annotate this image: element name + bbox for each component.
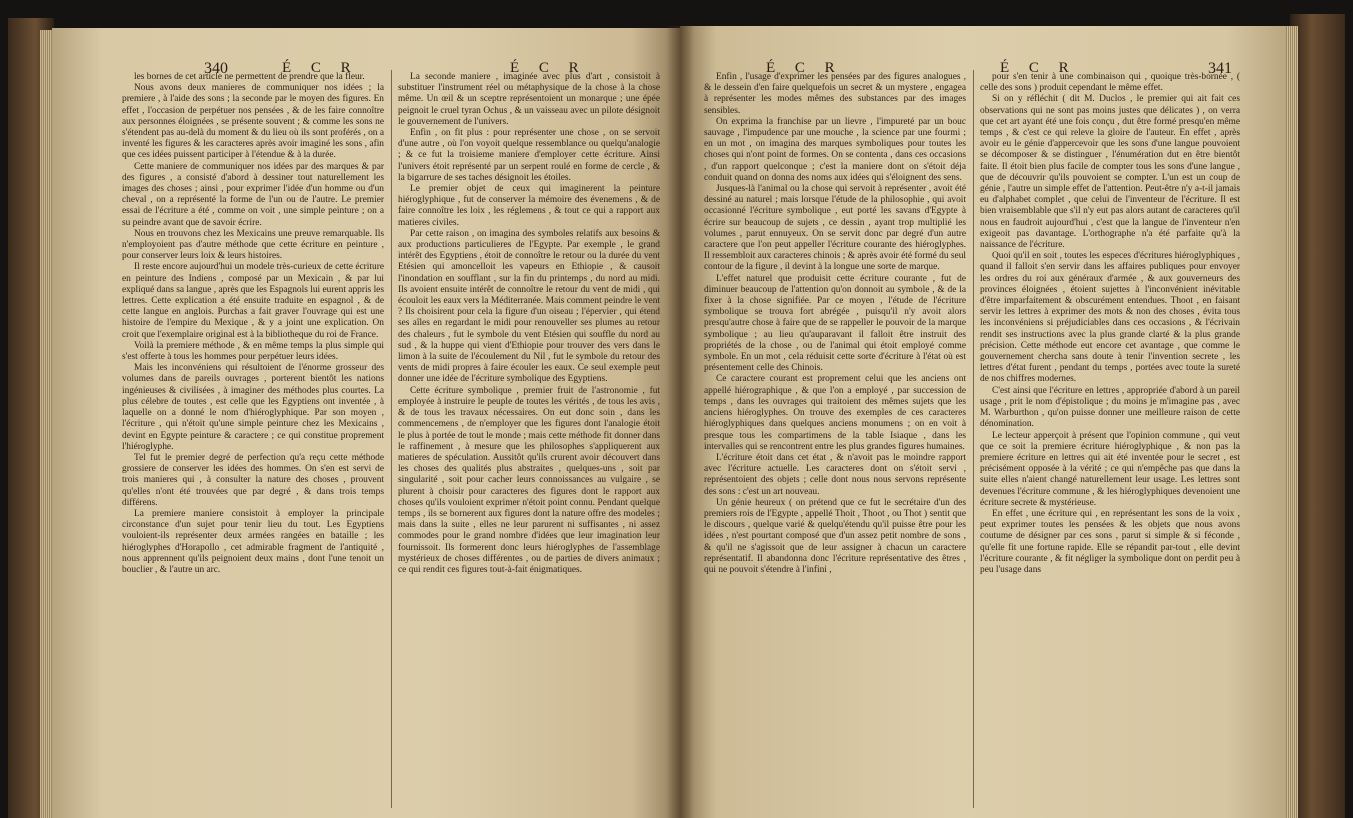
paragraph: Jusques-là l'animal ou la chose qui servoit à représenter , avoit été dessiné au naturel ; mais lorsque l'étude de la philosophie , qui avoit occasionné l'écriture symbolique , eut porté les savans d'Egypte à écrire sur beaucoup de sujets , ce dessin , ayant trop multiplié les volumes , parut ennuyeux. On se servit donc par degré d'un autre caractere que l'on peut appeller l'écriture courante des hiéroglyphes. Il ressembloit aux caracteres chinois ; & après avoir été formé du seul contour de la figure , il devint à la longue une sorte de marque. <box>704 184 966 273</box>
paragraph: Cette maniere de communiquer nos idées par des marques & par des figures , a consisté d'abord à dessiner tout naturellement les images des choses ; ainsi , pour exprimer l'idée d'un homme ou d'un cheval , on a représenté la forme de l'un ou de l'autre. Le premier essai de l'écriture a été , comme on voit , une simple peinture ; on a su peindre avant que de savoir écrire. <box>122 161 384 228</box>
paragraph: Enfin , l'usage d'exprimer les pensées par des figures analogues , & le dessein d'en faire quelquefois un secret & un mystere , engagea à représenter les modes mêmes des substances par des images sensibles. <box>704 72 966 116</box>
text-column-1 <box>122 72 384 810</box>
paragraph: Il reste encore aujourd'hui un modele très-curieux de cette écriture en peinture des Indiens , composé par un Mexicain , & par lui expliqué dans sa langue , après que les Espagnols lui eurent appris les lettres. Cette explication a été ensuite traduite en espagnol , & de cette langue en anglois. Purchas a fait graver l'ouvrage qui est une histoire de l'empire du Mexique , & y a joint une explication. On croit que l'exemplaire original est à la bibliotheque du roi de France. <box>122 262 384 340</box>
left-page-number: 340 <box>204 60 228 77</box>
paragraph: L'effet naturel que produisit cette écriture courante , fut de diminuer beaucoup de l'attention qu'on donnoit au symbole , & de la fixer à la chose signifiée. Par ce moyen , l'étude de l'écriture symbolique se trouva fort abrégée , puisqu'il n'y avoit alors presqu'autre chose à faire que de se rappeller le pouvoir de la marque symbolique ; au lieu qu'auparavant il falloit être instruit des propriétés de la chose , ou de l'animal qui étoit employé comme symbole. En un mot , cela réduisit cette sorte d'écriture à l'état où est présentement celle des Chinois. <box>704 273 966 374</box>
book-gutter <box>666 26 694 818</box>
left-column-rule <box>391 70 392 808</box>
paragraph: Tel fut le premier degré de perfection qu'a reçu cette méthode grossiere de conserver les idées des hommes. On s'en est servi de trois manieres qui , à consulter la nature des choses , prouvent qu'elles n'ont été trouvées que par degré , & dans trois temps différens. <box>122 452 384 508</box>
paragraph: Nous en trouvons chez les Mexicains une preuve remarquable. Ils n'employoient pas d'autre méthode que cette écriture en peinture , pour conserver leurs loix & leurs histoires. <box>122 228 384 262</box>
paragraph: C'est ainsi que l'écriture en lettres , appropriée d'abord à un pareil usage , prit le nom d'épistolique ; du moins je m'imagine pas , avec M. Warburthon , qu'on puisse donner une meilleure raison de cette dénomination. <box>980 385 1240 430</box>
paragraph: pour s'en tenir à une combinaison qui , quoique très-bornée , ( celle des sons ) produit cependant le même effet. <box>980 72 1240 94</box>
paragraph: Un génie heureux ( on prétend que ce fut le secrétaire d'un des premiers rois de l'Egypte , appellé Thoit , Thoot , ou Thot ) sentit que le discours , quelque varié & quelqu'étendu qu'il puisse être pour les idées , n'est pourtant composé que d'un assez petit nombre de sons , & qu'il ne s'agissoit que de leur assigner à chacun un caractere représentatif. Il abandonna donc l'écriture représentative des êtres , qui ne pouvoit s'étendre à l'infini , <box>704 497 966 575</box>
paragraph: Voilà la premiere méthode , & en même temps la plus simple qui s'est offerte à tous les hommes pour perpétuer leurs idées. <box>122 340 384 363</box>
paragraph: La seconde maniere , imaginée avec plus d'art , consistoit à substituer l'instrument réel ou métaphysique de la chose à la chose même. Un œil & un sceptre représentoient un monarque ; une épée peignoit le cruel tyran Ochus , & un vaisseau avec un pilote désignoit le gouvernement de l'univers. <box>398 72 660 127</box>
paragraph: les bornes de cet article ne permettent de prendre que la fleur. <box>134 72 365 82</box>
paragraph: On exprima la franchise par un lievre , l'impureté par un bouc sauvage , l'impudence par une mouche , la science par une fourmi ; en un mot , on imagina des marques symboliques pour toutes les choses qui n'ont point de formes. On se contenta , dans ces occasions , d'un rapport quelconque ; c'est la maniere dont on s'étoit déja conduit quand on donna des noms aux idées qui s'éloignent des sens. <box>704 116 966 183</box>
left-page-header-right: É C R <box>510 60 587 76</box>
paragraph: Cette écriture symbolique , premier fruit de l'astronomie , fut employée à instruire le peuple de toutes les vérités , de tous les avis , & de tous les travaux nécessaires. On eut donc soin , dans les commencemens , de n'employer que les figures dont l'analogie étoit le plus à portée de tout le monde ; mais cette méthode fit donner dans le raffinement , à mesure que les philosophes s'appliquerent aux matieres de spéculation. Aussitôt qu'ils crurent avoir découvert dans les choses des qualités plus abstraites , quelques-uns , soit par singularité , soit pour cacher leurs connoissances au vulgaire , se plurent à choisir pour caracteres des figures dont le rapport aux choses qu'ils vouloient exprimer n'étoit point connu. Pendant quelque temps , ils se bornerent aux figures dont la nature offre des modeles ; mais dans la suite , elles ne leur parurent ni suffisantes , ni assez commodes pour le grand nombre d'idées que leur imagination leur fournissoit. Ils formerent donc leurs hiéroglyphes de l'assemblage mystérieux de choses différentes , ou de parties de divers animaux ; ce qui rendit ces figures tout-à-fait énigmatiques. <box>398 385 660 575</box>
paragraph: Le premier objet de ceux qui imaginerent la peinture hiéroglyphique , fut de conserver la mémoire des évenemens , & de faire connoître les loix , les réglemens , & tout ce qui a rapport aux matieres civiles. <box>398 184 660 228</box>
paragraph: L'écriture étoit dans cet état , & n'avoit pas le moindre rapport avec l'écriture actuelle. Les caracteres dont on s'étoit servi , représentoient des objets ; celle dont nous nous servons représente des sons : c'est un art nouveau. <box>704 452 966 497</box>
paragraph: La premiere maniere consistoit à employer la principale circonstance d'un sujet pour tenir lieu du tout. Les Egyptiens vouloient-ils représenter deux armées rangées en bataille ; les hiéroglyphes d'Horapollo , cet admirable fragment de l'antiquité , nous apprennent qu'ils peignoient deux mains , dont l'une tenoit un bouclier , & l'autre un arc. <box>122 508 384 575</box>
paragraph: Le lecteur apperçoit à présent que l'opinion commune , qui veut que ce soit la premiere écriture hiéroglyphique , & non pas la premiere écriture en lettres qui ait été inventée pour le secret , est précisément opposée à la vérité ; ce qui n'empêche pas que dans la suite elles n'aient changé naturellement leur usage. Les lettres sont devenues l'écriture commune , & les hiéroglyphiques devenoient une écriture secrete & mystérieuse. <box>980 430 1240 508</box>
paragraph: Ce caractere courant est proprement celui que les anciens ont appellé hiérographique , & que l'on a employé , par succession de temps , dans les ouvrages qui traitoient des mêmes sujets que les anciens hiéroglyphes. On trouve des exemples de ces caracteres hiéroglyphiques dans quelques anciens monumens ; on en voit à presque tous les compartimens de la table Isiaque , dans les intervalles qui se rencontrent entre les plus grandes figures humaines. <box>704 374 966 452</box>
paragraph: Mais les inconvéniens qui résultoient de l'énorme grosseur des volumes dans de pareils ouvrages , porterent bientôt les nations ingénieuses & civilisées , à imaginer des méthodes plus courtes. La plus célebre de toutes , est celle que les Egyptiens ont inventée , à laquelle on a donné le nom d'hiéroglyphique. Par son moyen , l'écriture , qui n'étoit qu'une simple peinture chez les Mexicains , devint en Egypte peinture & caractere ; ce qui constitue proprement l'hiéroglyphe. <box>122 363 384 452</box>
right-cover <box>1290 14 1345 818</box>
text-column-4 <box>980 72 1240 810</box>
paragraph: Par cette raison , on imagina des symboles relatifs aux besoins & aux productions particulieres de l'Egypte. Par exemple , le grand intérêt des Egyptiens , étoit de connoître le retour ou la durée du vent Etésien qui amoncelloit les vapeurs en Ethiopie , & causoit l'inondation en soufflant , sur la fin du printemps , du nord au midi. Ils avoient ensuite intérêt de connoître le retour du vent de midi , qui écouloit les eaux vers la Méditerranée. Mais comment peindre le vent ? Ils choisirent pour cela la figure d'un oiseau ; l'épervier , qui étend ses aîles en regardant le midi pour renouveller ses plumes au retour des chaleurs , fut le symbole du vent Etésien qui souffle du nord au sud , & la huppe qui vient d'Ethiopie pour trouver des vers dans le limon à la suite de l'écoulement du Nil , fut le symbole du retour des vents de midi propres à faire écouler les eaux. Ce seul exemple peut donner une idée de l'écriture symbolique des Egyptiens. <box>398 228 660 385</box>
paragraph: Enfin , on fit plus : pour représenter une chose , on se servoit d'une autre , où l'on voyoit quelque ressemblance ou quelqu'analogie ; & ce fut la troisieme maniere d'employer cette écriture. Ainsi l'univers étoit représenté par un serpent roulé en forme de cercle , & la bigarrure de ses taches désignoit les étoiles. <box>398 128 660 183</box>
paragraph: En effet , une écriture qui , en représentant les sons de la voix , peut exprimer toutes les pensées & les objets que nous avons coutume de désigner par ces sons , parut si simple & si féconde , qu'elle fit une fortune rapide. Elle se répandit par-tout , elle devint l'écriture courante , & fit négliger la symbolique dont on perdit peu à peu l'usage dans <box>980 508 1240 575</box>
paragraph: Si on y réfléchit ( dit M. Duclos , le premier qui ait fait ces observations qui ne sont pas moins justes que délicates ) , on verra que cet art ayant été une fois conçu , dut être formé presqu'en même temps , & c'est ce qui releve la gloire de l'auteur. En effet , après avoir eu le génie d'appercevoir que les sons d'une langue pouvoient se décomposer & se distinguer , l'énumération dut en être bientôt faite. Il étoit bien plus facile de compter tous les sons d'une langue , que de découvrir qu'ils pouvoient se compter. L'un est un coup de génie , l'autre un simple effet de l'attention. Peut-être n'y a-t-il jamais eu d'alphabet complet , que celui de l'inventeur de l'écriture. Il est bien vraisemblable que s'il n'y eut pas alors autant de caracteres qu'il nous en faudroit aujourd'hui , c'est que la langue de l'inventeur n'en exigeoit pas davantage. L'orthographe n'a été parfaite qu'à la naissance de l'écriture. <box>980 94 1240 251</box>
right-page-number: 341 <box>1208 60 1232 77</box>
right-page-header-right: É C R <box>1000 60 1077 76</box>
paragraph: Quoi qu'il en soit , toutes les especes d'écritures hiéroglyphiques , quand il falloit s'en servir dans les affaires publiques pour envoyer les ordres du roi aux généraux d'armée , & aux gouverneurs des provinces éloignées , étoient sujettes à l'inconvénient inévitable d'être imparfaitement & obscurément entendues. Thoot , en faisant servir les lettres à exprimer des mots & non des choses , évita tous les inconvéniens si préjudiciables dans ces occasions , & l'écrivain rendit ses instructions avec la plus grande clarté & la plus grande précision. Cette méthode eut encore cet avantage , que comme le gouvernement chercha sans doute à tenir l'invention secrete , les lettres d'état furent , pendant du temps , portées avec toute la sureté de nos chiffres modernes. <box>980 251 1240 385</box>
text-column-2 <box>398 72 660 810</box>
right-column-rule <box>973 70 974 808</box>
right-page-header-left: É C R <box>766 60 843 76</box>
paragraph: Nous avons deux manieres de communiquer nos idées ; la premiere , à l'aide des sons ; la seconde par le moyen des figures. En effet , l'occasion de perpétuer nos pensées , & de les faire connoître aux personnes éloignées , se présente souvent ; & comme les sons ne s'étendent pas au-delà du moment & du lieu où ils sont proférés , on a inventé les figures & les caracteres après avoir imaginé les sons , afin que ces idées puissent participer à l'étendue & à la durée. <box>122 83 384 161</box>
text-column-3 <box>704 72 966 810</box>
left-page-header-left: É C R <box>282 60 359 76</box>
